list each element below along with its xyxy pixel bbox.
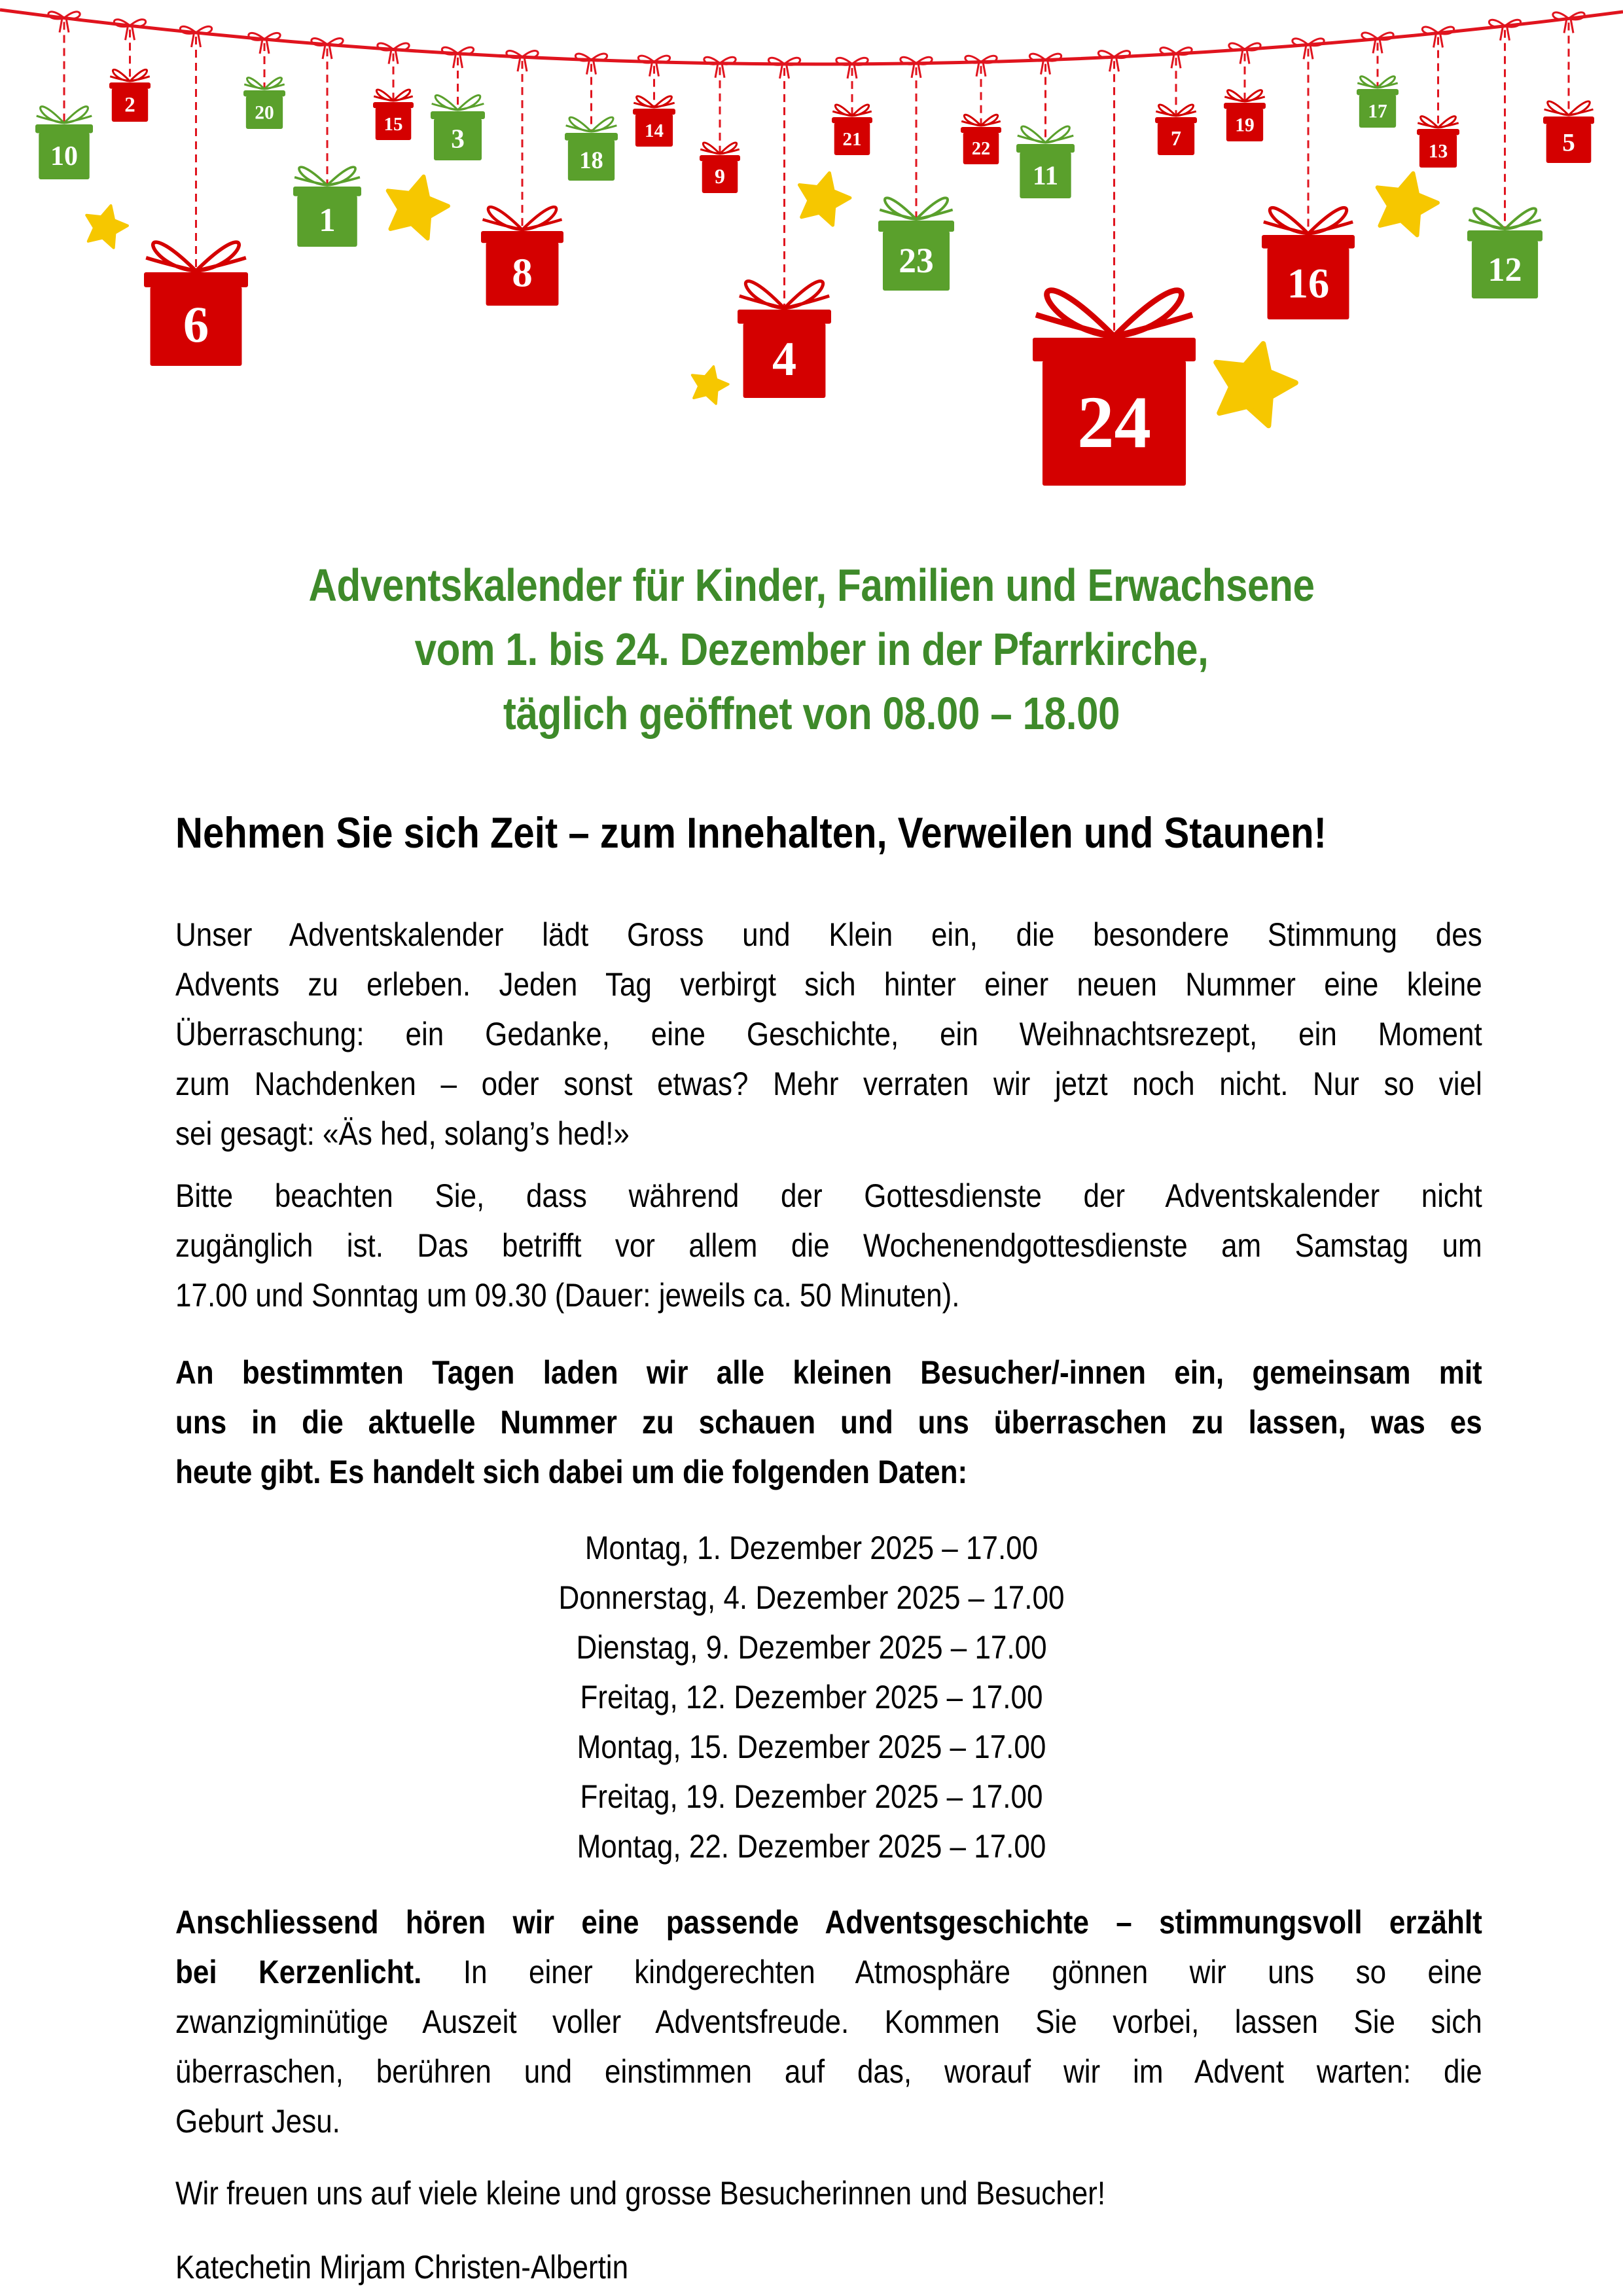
- gift-box-11-icon: [1016, 54, 1075, 198]
- bold-phrase: bei Kerzenlicht.: [175, 1954, 422, 1990]
- star-icon: [86, 206, 128, 248]
- paragraph-line: An bestimmten Tagen laden wir alle kleinen Besucher/-innen ein, gemeinsam mit: [175, 1354, 1482, 1391]
- section-heading: Nehmen Sie sich Zeit – zum Innehalten, Verweilen und Staunen!: [175, 808, 1327, 857]
- svg-text:13: 13: [1428, 141, 1448, 162]
- paragraph-line: heute gibt. Es handelt sich dabei um die folgenden Daten:: [175, 1454, 968, 1490]
- closing-line: [175, 2168, 1482, 2218]
- gift-box-2-icon: [109, 20, 151, 122]
- date-item: Montag, 22. Dezember 2025 – 17.00: [577, 1828, 1046, 1865]
- svg-text:4: 4: [772, 332, 797, 386]
- paragraph-intro: [175, 910, 1482, 1158]
- paragraph-text: In einer kindgerechten Atmosphäre gönnen wir uns so eine: [463, 1954, 1482, 1990]
- svg-text:9: 9: [715, 164, 725, 188]
- title-block: [0, 553, 1623, 745]
- svg-text:3: 3: [451, 123, 465, 154]
- paragraph-line: Unser Adventskalender lädt Gross und Klein ein, die besondere Stimmung des: [175, 916, 1482, 953]
- gift-box-12-icon: [1467, 20, 1543, 298]
- svg-text:12: 12: [1488, 251, 1522, 289]
- svg-text:22: 22: [971, 139, 991, 160]
- gift-box-19-icon: [1224, 43, 1266, 141]
- svg-text:20: 20: [255, 102, 274, 124]
- closing-text: Wir freuen uns auf viele kleine und grosse Besucherinnen und Besucher!: [175, 2175, 1106, 2212]
- svg-text:11: 11: [1032, 160, 1059, 190]
- star-icon: [1216, 344, 1296, 425]
- gift-box-3-icon: [431, 47, 485, 160]
- gift-box-23-icon: [878, 57, 954, 291]
- svg-text:10: 10: [50, 141, 78, 172]
- date-list: [0, 1523, 1623, 1871]
- paragraph-line: Anschliessend hören wir eine passende Adventsgeschichte – stimmungsvoll erzählt: [175, 1904, 1482, 1941]
- svg-text:2: 2: [124, 93, 135, 117]
- title-line-3: täglich geöffnet von 08.00 – 18.00: [503, 688, 1120, 739]
- svg-text:14: 14: [645, 120, 664, 141]
- star-icon: [692, 367, 728, 404]
- paragraph-notice: [175, 1171, 1482, 1320]
- paragraph-line: zum Nachdenken – oder sonst etwas? Mehr verraten wir jetzt noch nicht. Nur so viel: [175, 1066, 1482, 1102]
- paragraph-line: [175, 1947, 1482, 1997]
- paragraph-line: zwanzigminütige Auszeit voller Adventsfreude. Kommen Sie vorbei, lassen Sie sich: [175, 2003, 1482, 2040]
- paragraph-line: Advents zu erleben. Jeden Tag verbirgt sich hinter einer neuen Nummer eine kleine: [175, 966, 1482, 1003]
- paragraph-line: zugänglich ist. Das betrifft vor allem die Wochenendgottesdienste am Samstag um: [175, 1227, 1482, 1264]
- date-item: Montag, 1. Dezember 2025 – 17.00: [584, 1530, 1039, 1566]
- heading-block: [175, 806, 1482, 859]
- gift-box-5-icon: [1543, 12, 1594, 163]
- paragraph-line: überraschen, berühren und einstimmen auf das, worauf wir im Advent warten: die: [175, 2053, 1482, 2090]
- date-item: Freitag, 19. Dezember 2025 – 17.00: [580, 1778, 1043, 1815]
- svg-text:23: 23: [899, 241, 934, 281]
- gift-box-8-icon: [481, 51, 563, 306]
- svg-text:1: 1: [319, 202, 336, 239]
- date-item: Montag, 15. Dezember 2025 – 17.00: [577, 1729, 1046, 1765]
- gift-box-18-icon: [565, 54, 618, 181]
- paragraph-line: Bitte beachten Sie, dass während der Gottesdienste der Adventskalender nicht: [175, 1177, 1482, 1214]
- paragraph-line: Überraschung: ein Gedanke, eine Geschichte, ein Weihnachtsrezept, ein Moment: [175, 1016, 1482, 1052]
- gift-box-9-icon: [700, 57, 740, 193]
- svg-text:19: 19: [1235, 115, 1255, 136]
- svg-text:18: 18: [579, 147, 603, 174]
- paragraph-line: uns in die aktuelle Nummer zu schauen und uns überraschen zu lassen, was es: [175, 1404, 1482, 1441]
- star-icon: [800, 173, 850, 225]
- svg-text:21: 21: [842, 128, 862, 150]
- gift-box-13-icon: [1417, 27, 1459, 168]
- gift-box-10-icon: [35, 12, 93, 179]
- gift-box-22-icon: [961, 56, 1001, 164]
- gift-box-7-icon: [1155, 48, 1197, 155]
- gift-box-6-icon: [144, 26, 248, 366]
- svg-text:7: 7: [1171, 126, 1181, 150]
- svg-text:16: 16: [1287, 260, 1330, 307]
- gift-box-14-icon: [633, 56, 675, 147]
- paragraph-line: 17.00 und Sonntag um 09.30 (Dauer: jeweils ca. 50 Minuten).: [175, 1277, 960, 1314]
- svg-text:24: 24: [1077, 382, 1151, 464]
- advent-garland-illustration: [0, 0, 1623, 511]
- gift-box-15-icon: [373, 43, 414, 140]
- svg-text:8: 8: [512, 249, 533, 296]
- paragraph-line: Geburt Jesu.: [175, 2103, 340, 2140]
- title-line-1: Adventskalender für Kinder, Familien und Erwachsene: [308, 560, 1315, 611]
- paragraph-line: sei gesagt: «Äs hed, solang’s hed!»: [175, 1115, 630, 1152]
- svg-text:5: 5: [1562, 128, 1575, 157]
- signature-block: [175, 2242, 1482, 2292]
- paragraph-invitation: [175, 1348, 1482, 1497]
- svg-text:6: 6: [183, 296, 209, 353]
- gift-box-17-icon: [1357, 33, 1399, 128]
- gift-box-4-icon: [738, 58, 831, 398]
- gift-box-16-icon: [1262, 39, 1355, 319]
- paragraph-story: [175, 1897, 1482, 2146]
- svg-text:17: 17: [1368, 101, 1387, 122]
- star-icon: [1378, 173, 1438, 236]
- title-line-2: vom 1. bis 24. Dezember in der Pfarrkirche,: [414, 624, 1209, 675]
- gift-box-20-icon: [243, 33, 285, 129]
- signature: Katechetin Mirjam Christen-Albertin: [175, 2249, 629, 2286]
- svg-text:15: 15: [383, 113, 403, 135]
- date-item: Donnerstag, 4. Dezember 2025 – 17.00: [558, 1579, 1065, 1616]
- gift-box-21-icon: [832, 58, 872, 155]
- date-item: Dienstag, 9. Dezember 2025 – 17.00: [576, 1629, 1047, 1666]
- star-icon: [388, 177, 448, 239]
- gift-box-1-icon: [293, 39, 361, 247]
- date-item: Freitag, 12. Dezember 2025 – 17.00: [580, 1679, 1043, 1715]
